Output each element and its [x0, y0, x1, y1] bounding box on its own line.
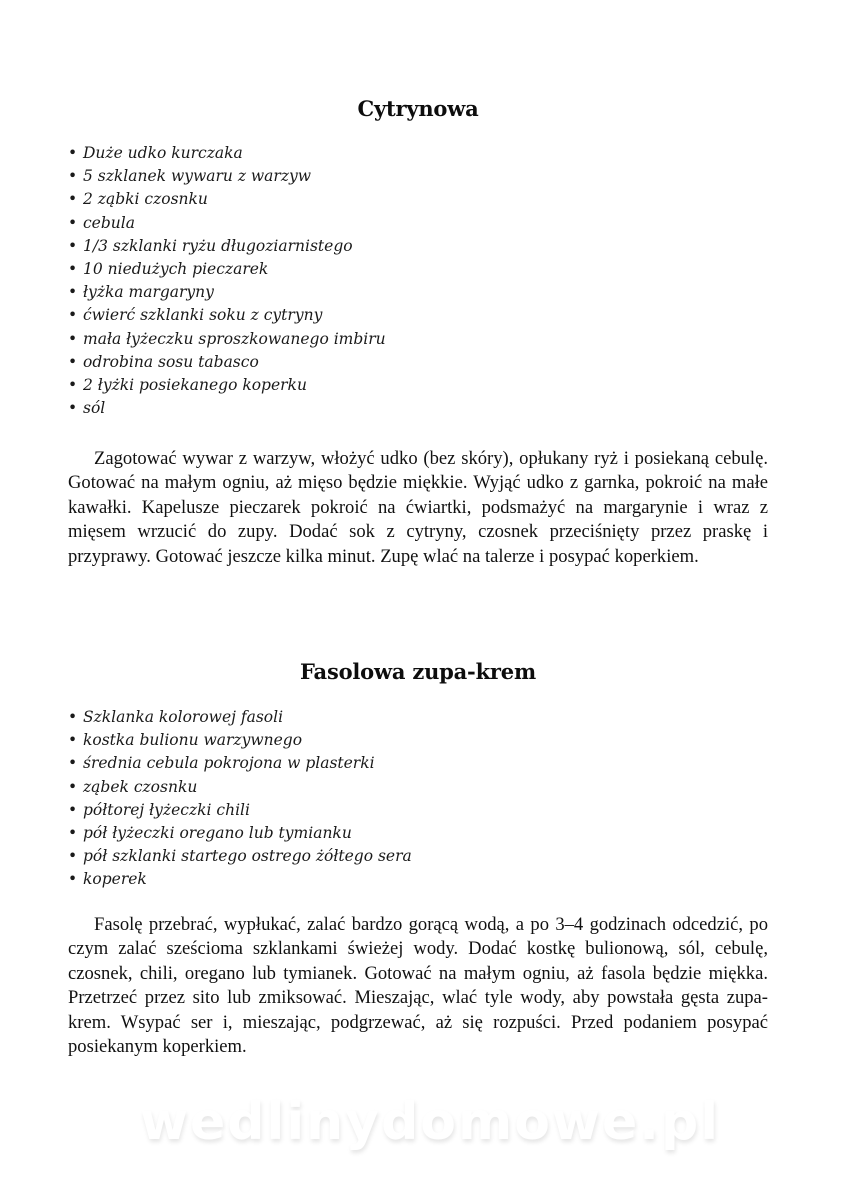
ingredient-item: • ćwierć szklanki soku z cytryny [68, 304, 768, 327]
ingredient-item: • pół łyżeczki oregano lub tymianku [68, 822, 768, 845]
bullet-icon: • [68, 754, 78, 773]
recipe-method: Fasolę przebrać, wypłukać, zalać bardzo gorącą wodą, a po 3–4 godzinach odcedzić, po czym zalać sześcioma szklankami świeżej wody. Dodać kostkę bulionową, sól, cebulę, czosnek, chili, oregano lub tymianek. Gotować na małym ogniu, aż fasola będzie miękka. Przetrzeć przez sito lub zmiksować. Mieszając, wlać tyle wody, aby powstała gęsta zupa-krem. Wsypać ser i, mieszając, podgrzewać, aż się rozpuści. Przed podaniem posypać posiekanym koperkiem. [68, 914, 768, 1058]
bullet-icon: • [68, 190, 78, 209]
bullet-icon: • [68, 708, 78, 726]
ingredient-item: • 1/3 szklanki ryżu długoziarnistego [68, 235, 768, 258]
bullet-icon: • [68, 870, 78, 889]
ingredient-item: • ząbek czosnku [68, 776, 768, 799]
bullet-icon: • [68, 777, 78, 796]
bullet-icon: • [68, 329, 78, 348]
recipe-method: Zagotować wywar z warzyw, włożyć udko (bez skóry), opłukany ryż i posiekaną cebulę. Gotować na małym ogniu, aż mięso będzie miękkie. Wyjąć udko z garnka, pokroić na małe kawałki. Kapelusze pieczarek pokroić na ćwiartki, podsmażyć na margarynie i wraz z mięsem wrzucić do zupy. Dodać sok z cytryny, czosnek przeciśnięty przez praskę i przyprawy. Gotować jeszcze kilka minut. Zupę wlać na talerze i posypać koperkiem. [68, 448, 768, 567]
bullet-icon: • [68, 306, 78, 325]
watermark: wedlinydomowe.pl [139, 1092, 721, 1152]
ingredient-item: • Duże udko kurczaka [68, 142, 768, 165]
ingredient-item: • koperek [68, 868, 768, 891]
ingredient-item: • 2 ząbki czosnku [68, 188, 768, 211]
ingredient-item: • mała łyżeczku sproszkowanego imbiru [68, 328, 768, 351]
bullet-icon: • [68, 283, 78, 302]
ingredient-item: • kostka bulionu warzywnego [68, 729, 768, 752]
ingredient-item: • półtorej łyżeczki chili [68, 799, 768, 822]
ingredient-item: • sól [68, 397, 768, 420]
ingredient-item: • 5 szklanek wywaru z warzyw [68, 165, 768, 188]
ingredient-item: • odrobina sosu tabasco [68, 351, 768, 374]
bullet-icon: • [68, 824, 78, 843]
ingredient-item: • 10 niedużych pieczarek [68, 258, 768, 281]
ingredient-item: • średnia cebula pokrojona w plasterki [68, 752, 768, 775]
bullet-icon: • [68, 376, 78, 395]
ingredient-item: • Szklanka kolorowej fasoli [68, 706, 768, 729]
ingredient-item: • 2 łyżki posiekanego koperku [68, 374, 768, 397]
bullet-icon: • [68, 731, 78, 750]
bullet-icon: • [68, 167, 78, 186]
bullet-icon: • [68, 213, 78, 232]
bullet-icon: • [68, 260, 78, 279]
bullet-icon: • [68, 236, 78, 255]
bullet-icon: • [68, 352, 78, 371]
bullet-icon: • [68, 399, 78, 418]
ingredient-item: • pół szklanki startego ostrego żółtego sera [68, 845, 768, 868]
recipe-title: Fasolowa zupa-krem [300, 659, 536, 684]
recipe-title: Cytrynowa [357, 96, 479, 121]
bullet-icon: • [68, 144, 78, 162]
bullet-icon: • [68, 847, 78, 866]
ingredient-item: • cebula [68, 212, 768, 235]
bullet-icon: • [68, 800, 78, 819]
ingredient-item: • łyżka margaryny [68, 281, 768, 304]
ingredient-list [68, 706, 768, 892]
ingredient-list [68, 142, 768, 420]
